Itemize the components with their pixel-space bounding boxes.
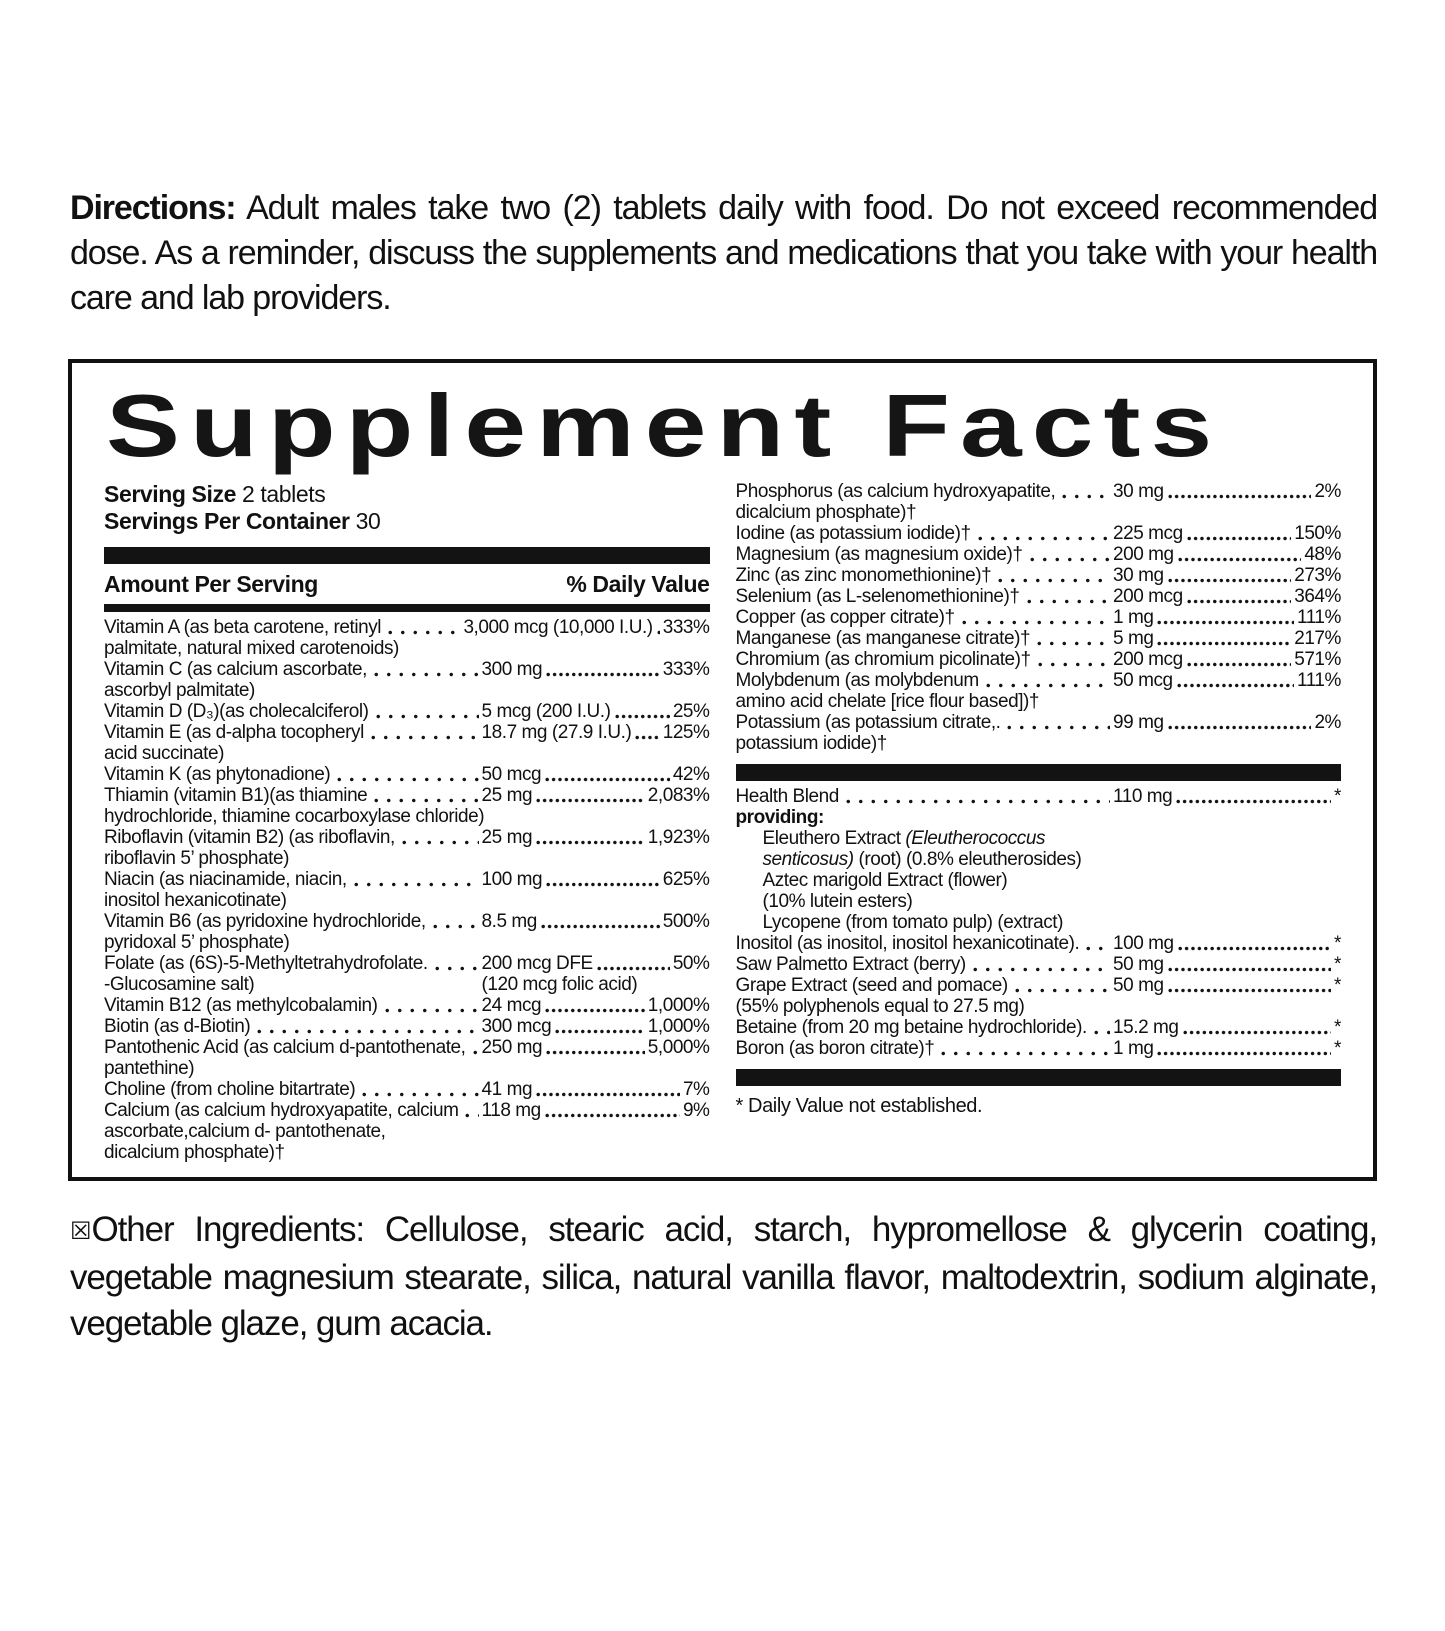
dot-leader [1177, 946, 1331, 951]
dot-leader [398, 840, 479, 845]
dot-leader [1186, 536, 1291, 541]
dot-leader [1023, 599, 1110, 604]
nutrient-name: Iodine (as potassium iodide)† [735, 522, 971, 544]
dot-leader [554, 1029, 645, 1034]
other-ingredients-text: Cellulose, stearic acid, starch, hypromellose & glycerin coating, vegetable magnesium stearate, silica, natural vanilla flavor, maltodextrin, sodium alginate, vegetable glaze, gum acacia. [70, 1209, 1378, 1343]
nutrient-name-cont: dicalcium phosphate)† [735, 501, 917, 523]
nutrient-amount: 200 mcg [1113, 585, 1183, 607]
nutrient-daily-value: 2% [1314, 480, 1341, 502]
nutrient-daily-value: 42% [672, 763, 710, 785]
nutrient-name: Saw Palmetto Extract (berry) [735, 953, 966, 975]
dot-leader [540, 924, 660, 929]
nutrient-amount: 100 mg [1113, 932, 1174, 954]
nutrient-amount: 250 mg [481, 1036, 543, 1058]
nutrient-row [104, 1100, 710, 1163]
nutrient-amount: 8.5 mg [481, 910, 537, 932]
nutrient-name: Vitamin D (D₃)(as cholecalciferol) [104, 700, 369, 722]
dot-leader [535, 1092, 680, 1097]
nutrient-daily-value: 625% [662, 868, 710, 890]
providing-line [736, 828, 1342, 849]
nutrient-row [104, 659, 710, 701]
servings-per-container-value: 30 [355, 507, 381, 534]
nutrient-row [104, 827, 710, 869]
nutrient-daily-value: * [1334, 785, 1341, 807]
nutrient-name-cont: riboflavin 5’ phosphate) [104, 847, 289, 869]
nutrient-amount: 24 mcg [481, 994, 542, 1016]
nutrient-name: Choline (from choline bitartrate) [104, 1078, 356, 1100]
nutrient-row [736, 670, 1342, 712]
nutrient-name-cont: hydrochloride, thiamine cocarboxylase chloride) [104, 805, 485, 827]
nutrient-daily-value: 2% [1314, 711, 1341, 733]
health-blend-items [736, 933, 1342, 1059]
nutrient-row [104, 785, 710, 827]
nutrient-name-cont: (55% polyphenols equal to 27.5 mg) [735, 995, 1025, 1017]
nutrient-amount: 5 mg [1113, 627, 1154, 649]
dot-leader [1026, 557, 1110, 562]
nutrient-name: Thiamin (vitamin B1)(as thiamine [104, 784, 368, 806]
nutrient-row [104, 617, 710, 659]
nutrient-name-cont: -Glucosamine salt) [104, 973, 255, 995]
nutrient-daily-value: 5,000% [647, 1036, 710, 1058]
nutrient-name: Health Blend [735, 785, 839, 807]
nutrient-name-cont: inositol hexanicotinate) [104, 889, 287, 911]
nutrient-amount: 225 mcg [1113, 522, 1183, 544]
nutrient-daily-value: 500% [662, 910, 710, 932]
dot-leader [634, 735, 659, 740]
nutrient-amount: 200 mcg DFE [481, 952, 593, 974]
providing-line [736, 849, 1342, 870]
divider-bar [736, 1069, 1342, 1086]
servings-per-container-line [104, 508, 710, 535]
nutrient-amount: 25 mg [481, 784, 533, 806]
nutrient-row [736, 1038, 1342, 1059]
health-blend-row [736, 786, 1342, 807]
nutrient-row [736, 586, 1342, 607]
dot-leader [372, 714, 479, 719]
dot-leader [1156, 620, 1294, 625]
botanical-name: senticosus) [762, 848, 854, 870]
nutrient-daily-value: 364% [1294, 585, 1341, 607]
nutrient-daily-value: * [1334, 932, 1341, 954]
nutrient-amount: 3,000 mcg (10,000 I.U.) [463, 616, 653, 638]
nutrient-row [104, 722, 710, 764]
directions-paragraph [70, 186, 1377, 321]
dot-leader [974, 536, 1110, 541]
dot-leader [1186, 662, 1291, 667]
nutrient-name-cont: amino acid chelate [rice flour based])† [735, 690, 1040, 712]
nutrient-daily-value: 111% [1297, 606, 1341, 628]
nutrient-amount: 200 mg [1113, 543, 1174, 565]
left-nutrient-rows [104, 617, 710, 1163]
serving-size-value: 2 tablets [241, 480, 326, 507]
nutrient-name: Magnesium (as magnesium oxide)† [735, 543, 1023, 565]
nutrient-name: Zinc (as zinc monomethionine)† [735, 564, 992, 586]
dot-leader [358, 1092, 478, 1097]
dot-leader [1033, 641, 1110, 646]
other-ingredients-paragraph [70, 1207, 1377, 1347]
facts-left-column [104, 481, 710, 1163]
dot-leader [461, 1113, 478, 1118]
nutrient-daily-value: 9% [682, 1099, 710, 1121]
dot-leader [381, 1008, 479, 1013]
nutrient-name: Vitamin K (as phytonadione) [104, 763, 331, 785]
nutrient-row [104, 1079, 710, 1100]
nutrient-amount: 15.2 mg [1113, 1016, 1179, 1038]
nutrient-daily-value: 150% [1294, 522, 1341, 544]
nutrient-amount: 18.7 mg (27.9 I.U.) [481, 721, 632, 743]
nutrient-row [104, 869, 710, 911]
facts-right-column [736, 481, 1342, 1163]
supplement-facts-panel [68, 359, 1377, 1181]
nutrient-row [736, 481, 1342, 523]
box-x-icon: ☒ [70, 1217, 92, 1245]
dot-leader [1182, 1030, 1332, 1035]
nutrient-amount: 50 mg [1113, 953, 1164, 975]
nutrient-row [104, 1037, 710, 1079]
dot-leader [656, 630, 660, 635]
nutrient-daily-value: 333% [662, 616, 710, 638]
nutrient-row [736, 1017, 1342, 1038]
nutrient-row [736, 975, 1342, 1017]
nutrient-amount: 99 mg [1113, 711, 1164, 733]
nutrient-name-cont: ascorbate,calcium d- pantothenate, [104, 1120, 386, 1142]
serving-size-label: Serving Size [104, 480, 236, 507]
dot-leader [969, 967, 1110, 972]
directions-text: Adult males take two (2) tablets daily with food. Do not exceed recommended dose. As a reminder, discuss the supplements and medications that you take with your health care and lab providers. [70, 189, 1377, 317]
dot-leader [545, 882, 660, 887]
providing-text: Lycopene (from tomato pulp) (extract) [762, 911, 1063, 933]
nutrient-name-cont: ascorbyl palmitate) [104, 679, 255, 701]
providing-text: (root) (0.8% eleutherosides) [853, 848, 1082, 870]
nutrient-amount: 300 mcg [481, 1015, 552, 1037]
nutrient-name: Grape Extract (seed and pomace) [735, 974, 1008, 996]
nutrient-daily-value: * [1334, 953, 1341, 975]
providing-lines [736, 828, 1342, 933]
nutrient-daily-value: * [1334, 974, 1341, 996]
dot-leader [469, 1050, 479, 1055]
providing-text: Aztec marigold Extract (flower) [762, 869, 1008, 891]
dot-leader [1167, 725, 1312, 730]
nutrient-amount: 50 mcg [1113, 669, 1173, 691]
dot-leader [1058, 494, 1110, 499]
facts-columns [104, 481, 1341, 1163]
nutrient-name: Biotin (as d-Biotin) [104, 1015, 251, 1037]
nutrient-row [104, 764, 710, 785]
nutrient-daily-value: 273% [1294, 564, 1341, 586]
dot-leader [535, 798, 645, 803]
dot-leader [545, 672, 660, 677]
nutrient-name: Manganese (as manganese citrate)† [735, 627, 1031, 649]
nutrient-daily-value: 111% [1297, 669, 1341, 691]
nutrient-row [736, 649, 1342, 670]
nutrient-amount: 30 mg [1113, 564, 1164, 586]
dot-leader [1175, 799, 1331, 804]
nutrient-amount: 41 mg [481, 1078, 533, 1100]
nutrient-daily-value: 333% [662, 658, 710, 680]
dot-leader [596, 966, 670, 971]
nutrient-amount-cont: (120 mcg folic acid) [481, 973, 638, 995]
nutrient-name-cont: potassium iodide)† [735, 732, 887, 754]
nutrient-daily-value: 1,923% [647, 826, 710, 848]
nutrient-name: Vitamin C (as calcium ascorbate, [104, 658, 367, 680]
nutrient-amount: 30 mg [1113, 480, 1164, 502]
nutrient-name: Riboflavin (vitamin B2) (as riboflavin, [104, 826, 395, 848]
nutrient-amount: 1 mg [1113, 1037, 1154, 1059]
nutrient-daily-value: 48% [1304, 543, 1341, 565]
nutrient-amount: 100 mg [481, 868, 543, 890]
dot-leader [982, 683, 1110, 688]
nutrient-daily-value: 125% [662, 721, 710, 743]
dot-leader [994, 578, 1110, 583]
dot-leader [535, 840, 645, 845]
dot-leader [842, 799, 1110, 804]
nutrient-name: Chromium (as chromium picolinate)† [735, 648, 1031, 670]
botanical-name: (Eleutherococcus [905, 827, 1046, 849]
nutrient-amount: 110 mg [1113, 785, 1173, 807]
nutrient-name: Pantothenic Acid (as calcium d-pantothenate, [104, 1036, 466, 1058]
providing-text: (10% lutein esters) [762, 890, 913, 912]
nutrient-daily-value: 571% [1294, 648, 1341, 670]
nutrient-row [736, 933, 1342, 954]
dot-leader [1167, 967, 1331, 972]
dot-leader [958, 620, 1110, 625]
nutrient-name: Boron (as boron citrate)† [735, 1037, 935, 1059]
nutrient-amount: 1 mg [1113, 606, 1154, 628]
providing-line [736, 870, 1342, 891]
dot-leader [333, 777, 478, 782]
nutrient-name-cont: acid succinate) [104, 742, 224, 764]
dot-leader [1186, 599, 1291, 604]
nutrient-daily-value: 1,000% [647, 1015, 710, 1037]
nutrient-row [736, 544, 1342, 565]
nutrient-amount: 300 mg [481, 658, 543, 680]
dot-leader [544, 1113, 680, 1118]
dot-leader [937, 1051, 1110, 1056]
nutrient-daily-value: 1,000% [647, 994, 710, 1016]
nutrient-daily-value: * [1334, 1016, 1341, 1038]
nutrient-name: Molybdenum (as molybdenum [735, 669, 979, 691]
providing-line [736, 912, 1342, 933]
dot-leader [1167, 494, 1312, 499]
dot-leader [1177, 557, 1302, 562]
nutrient-name: Phosphorus (as calcium hydroxyapatite, [735, 480, 1056, 502]
divider-bar [736, 764, 1342, 781]
nutrient-daily-value: * [1334, 1037, 1341, 1059]
dot-leader [429, 924, 479, 929]
nutrient-name-cont: palmitate, natural mixed carotenoids) [104, 637, 399, 659]
nutrient-amount: 50 mcg [481, 763, 542, 785]
dot-leader [1167, 578, 1292, 583]
dot-leader [384, 630, 460, 635]
nutrient-row [736, 628, 1342, 649]
nutrient-amount: 50 mg [1113, 974, 1164, 996]
dot-leader [545, 1050, 645, 1055]
nutrient-name: Calcium (as calcium hydroxyapatite, calcium [104, 1099, 459, 1121]
dot-leader [367, 735, 479, 740]
nutrient-name-cont: pantethine) [104, 1057, 195, 1079]
serving-info [104, 481, 710, 535]
nutrient-name: Selenium (as L-selenomethionine)† [735, 585, 1020, 607]
providing-line [736, 891, 1342, 912]
nutrient-row [104, 1016, 710, 1037]
dot-leader [370, 672, 479, 677]
dot-leader [1156, 1051, 1331, 1056]
nutrient-row [104, 995, 710, 1016]
nutrient-name: Folate (as (6S)-5-Methyltetrahydrofolate. [104, 952, 428, 974]
nutrient-name-cont: pyridoxal 5’ phosphate) [104, 931, 290, 953]
servings-per-container-label: Servings Per Container [104, 507, 350, 534]
nutrient-daily-value: 2,083% [647, 784, 710, 806]
nutrient-name: Vitamin B6 (as pyridoxine hydrochloride, [104, 910, 426, 932]
nutrient-name: Betaine (from 20 mg betaine hydrochloride). [735, 1016, 1087, 1038]
nutrient-row [736, 607, 1342, 628]
serving-size-line [104, 481, 710, 508]
supplement-facts-title: Supplement Facts [106, 376, 1223, 475]
nutrient-row [104, 953, 710, 995]
nutrient-daily-value: 217% [1294, 627, 1341, 649]
nutrient-row [736, 786, 1342, 807]
dot-leader [1034, 662, 1110, 667]
nutrient-amount: 118 mg [481, 1099, 541, 1121]
nutrient-daily-value: 25% [672, 700, 710, 722]
daily-value-header: % Daily Value [566, 570, 710, 597]
nutrient-row [736, 954, 1342, 975]
dot-leader [1176, 683, 1294, 688]
nutrient-row [736, 565, 1342, 586]
nutrient-row [104, 911, 710, 953]
dot-leader [350, 882, 479, 887]
dot-leader [431, 966, 479, 971]
dot-leader [544, 1008, 645, 1013]
nutrient-daily-value: 50% [672, 952, 710, 974]
dot-leader [370, 798, 478, 803]
table-header [104, 564, 710, 604]
nutrient-name: Inositol (as inositol, inositol hexanicotinate). [735, 932, 1080, 954]
dot-leader [1011, 988, 1110, 993]
dot-leader [1167, 988, 1331, 993]
divider-bar [104, 604, 710, 612]
nutrient-amount: 200 mcg [1113, 648, 1183, 670]
nutrient-row [736, 712, 1342, 754]
right-nutrient-rows [736, 481, 1342, 754]
nutrient-row [736, 523, 1342, 544]
dot-leader [1090, 1030, 1110, 1035]
dot-leader [1082, 946, 1110, 951]
providing-label: providing: [735, 806, 824, 828]
providing-text: Eleuthero Extract [762, 827, 906, 849]
dot-leader [253, 1029, 478, 1034]
nutrient-name: Vitamin A (as beta carotene, retinyl [104, 616, 382, 638]
daily-value-footnote: * Daily Value not established. [735, 1094, 983, 1117]
nutrient-daily-value: 7% [682, 1078, 710, 1100]
nutrient-amount: 5 mcg (200 I.U.) [481, 700, 611, 722]
amount-per-serving-header: Amount Per Serving [104, 570, 318, 597]
dot-leader [1003, 725, 1110, 730]
directions-label: Directions: [70, 189, 236, 227]
nutrient-name: Niacin (as niacinamide, niacin, [104, 868, 347, 890]
nutrient-row [104, 701, 710, 722]
nutrient-name: Vitamin B12 (as methylcobalamin) [104, 994, 378, 1016]
nutrient-amount: 25 mg [481, 826, 533, 848]
nutrient-name: Potassium (as potassium citrate,. [735, 711, 1001, 733]
nutrient-name-cont: dicalcium phosphate)† [104, 1141, 285, 1163]
dot-leader [614, 714, 670, 719]
nutrient-name: Vitamin E (as d-alpha tocopheryl [104, 721, 364, 743]
other-ingredients-label: Other Ingredients: [91, 1209, 365, 1249]
dot-leader [1156, 641, 1291, 646]
dot-leader [544, 777, 670, 782]
divider-bar [104, 547, 710, 564]
nutrient-name: Copper (as copper citrate)† [735, 606, 955, 628]
